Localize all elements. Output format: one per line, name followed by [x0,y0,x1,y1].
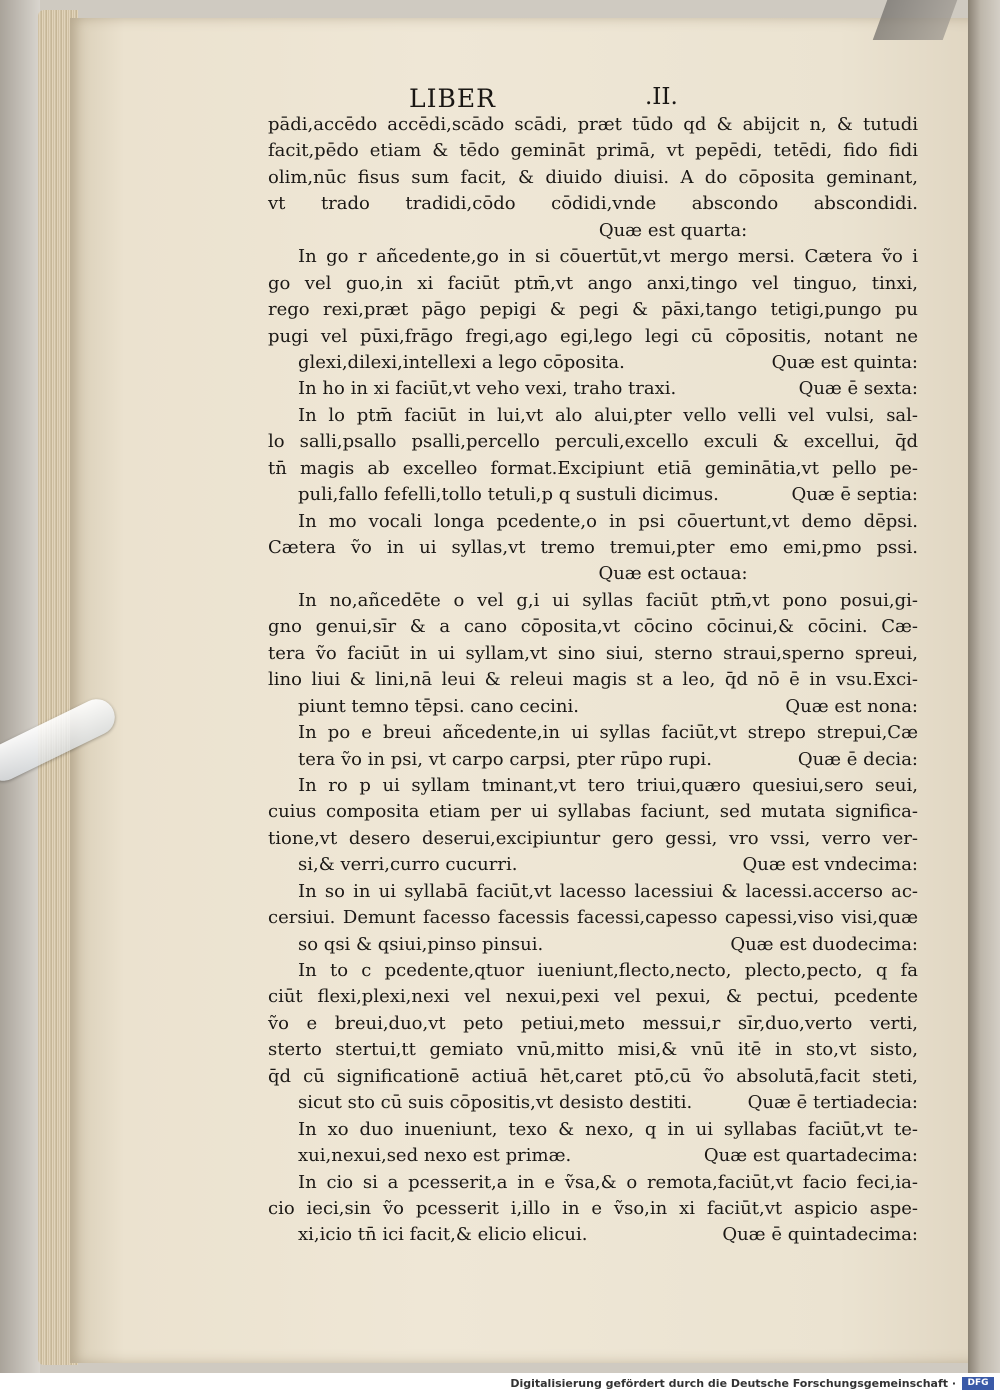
dfg-logo: DFG [962,1377,994,1390]
text-block [268,112,918,1249]
section-heading: Quæ ē tertiadecia: [747,1092,918,1114]
footer-bar [0,1373,1000,1395]
text-line: Cætera ṽo in ui syllas,vt tremo tremui,pter emo emi,pmo pssi. [268,537,918,558]
text-line [268,1090,918,1116]
section-heading: Quæ est quarta: [598,219,748,241]
text-line: cuius composita etiam per ui syllabas faciunt, sed mutata significa- [268,801,918,823]
text-line: facit,pēdo etiam & tēdo gemināt primā, vt pepēdi, tetēdi, fido fidi [268,140,918,162]
text-line [268,747,918,773]
text-line-body: so qsi & qsiui,pinso pinsui. [298,933,544,955]
text-line-body: In ho in xi faciūt,vt veho vexi, traho traxi. [298,378,677,400]
text-line: q̄d cū significationē actiuā hēt,caret ptō,cū ṽo absolutā,facit steti, [268,1065,918,1087]
text-line: In so in ui syllabā faciūt,vt lacesso lacessiui & lacessi.accerso ac- [298,880,918,902]
folio-number: .II. [645,84,678,110]
text-line: In mo vocali longa pcedente,o in psi cōuertunt,vt demo dēpsi. [298,510,918,532]
section-heading: Quæ ē sexta: [798,378,918,400]
text-line-body: xui,nexui,sed nexo est primæ. [298,1145,572,1167]
section-heading: Quæ ē decia: [797,748,918,770]
text-line: go vel guo,in xi faciūt ptm̄,vt ango anxi,tingo vel tinguo, tinxi, [268,272,918,294]
text-line: In ro p ui syllam tminant,vt tero triui,quæro quesiui,sero seui, [298,774,918,796]
text-line: rego rexi,præt pāgo pepigi & pegi & pāxi,tango tetigi,pungo pu [268,299,918,321]
text-line [268,1222,918,1248]
text-line-body: si,& verri,curro cucurri. [298,854,518,876]
text-line [268,350,918,376]
running-header [0,84,1000,112]
text-line-body: xi,icio tn̄ ici facit,& elicio elicui. [298,1224,588,1246]
text-line: ciūt flexi,plexi,nexi vel nexui,pexi vel pexui, & pectui, pcedente [268,986,918,1008]
text-line: In xo duo inueniunt, texo & nexo, q in ui syllabas faciūt,vt te- [298,1118,918,1140]
section-heading: Quæ est duodecima: [730,933,918,955]
section-heading: Quæ est quartadecima: [703,1145,918,1167]
text-line [268,694,918,720]
text-line: sterto stertui,tt gemiato vnū,mitto misi,& vnū itē in sto,vt sisto, [268,1039,918,1061]
book-cover-left [0,0,40,1373]
section-heading: Quæ est vndecima: [742,854,918,876]
text-line: pādi,accēdo accēdi,scādo scādi, præt tūdo qd & abijcit n, & tutudi [268,114,918,135]
text-line: pugi vel pūxi,frāgo fregi,ago egi,lego legi cū cōpositis, notant ne [268,325,918,347]
text-line: In cio si a pcesserit,a in e ṽsa,& o remota,faciūt,vt facio feci,ia- [298,1171,918,1193]
text-line: In go r añcedente,go in si cōuertūt,vt mergo mersi. Cætera ṽo i [298,246,918,268]
section-heading: Quæ est quinta: [771,351,918,373]
text-line: gno genui,sīr & a cano cōposita,vt cōcino cōcinui,& cōcini. Cæ- [268,616,918,638]
text-line: tione,vt desero deserui,excipiuntur gero gessi, vro vssi, verro ver- [268,827,918,849]
text-line: lino liui & lini,nā leui & releui magis st a leo, q̄d nō ē in vsu.Exci- [268,669,918,691]
section-heading: Quæ est nona: [785,695,918,717]
text-line: lo salli,psallo psalli,percello perculi,excello exculi & excellui, q̄d [268,431,918,453]
text-line: vt trado tradidi,cōdo cōdidi,vnde abscondo abscondidi. [268,193,918,215]
running-title: LIBER [409,84,496,113]
section-heading: Quæ ē quintadecima: [722,1224,918,1246]
text-line: In lo ptm̄ faciūt in lui,vt alo alui,pter vello velli vel vulsi, sal- [298,404,918,426]
text-line: tera ṽo faciūt in ui syllam,vt sino siui, sterno straui,sperno spreui, [268,642,918,664]
section-heading: Quæ ē septia: [791,484,918,506]
text-line: tn̄ magis ab excelleo format.Excipiunt etiā geminātia,vt pello pe- [268,457,918,479]
ribbon-marker [873,0,958,40]
text-line: cio ieci,sin ṽo pcesserit i,illo in e ṽso,in xi faciūt,vt aspicio aspe- [268,1197,918,1219]
text-line: olim,nūc fisus sum facit, & diuido diuisi. A do cōposita geminant, [268,166,918,188]
text-line-body: sicut sto cū suis cōpositis,vt desisto destiti. [298,1092,693,1114]
section-heading: Quæ est octaua: [598,563,748,585]
book-cover-right [968,0,1000,1373]
text-line-body: glexi,dilexi,intellexi a lego cōposita. [298,351,625,373]
text-line [268,482,918,508]
text-line: ṽo e breui,duo,vt peto petiui,meto messui,r sīr,duo,verto verti, [268,1012,918,1034]
text-line: In po e breui añcedente,in ui syllas faciūt,vt strepo strepui,Cæ [298,722,918,744]
text-line-body: puli,fallo fefelli,tollo tetuli,p q sustuli dicimus. [298,484,719,506]
funding-credit: Digitalisierung gefördert durch die Deutsche Forschungsgemeinschaft · [510,1377,956,1390]
text-line: In no,añcedēte o vel g,i ui syllas faciūt ptm̄,vt pono posui,gi- [298,589,918,611]
text-line-body: piunt temno tēpsi. cano cecini. [298,695,579,717]
text-line [268,1143,918,1169]
text-line-body: tera ṽo in psi, vt carpo carpsi, pter rūpo rupi. [298,748,712,770]
text-line [268,376,918,402]
text-line: In to c pcedente,qtuor iueniunt,flecto,necto, plecto,pecto, q fa [298,960,918,981]
text-line: cersiui. Demunt facesso facessis facessi,capesso capessi,viso visi,quæ [268,907,918,929]
text-line [268,852,918,878]
text-line [268,932,918,958]
